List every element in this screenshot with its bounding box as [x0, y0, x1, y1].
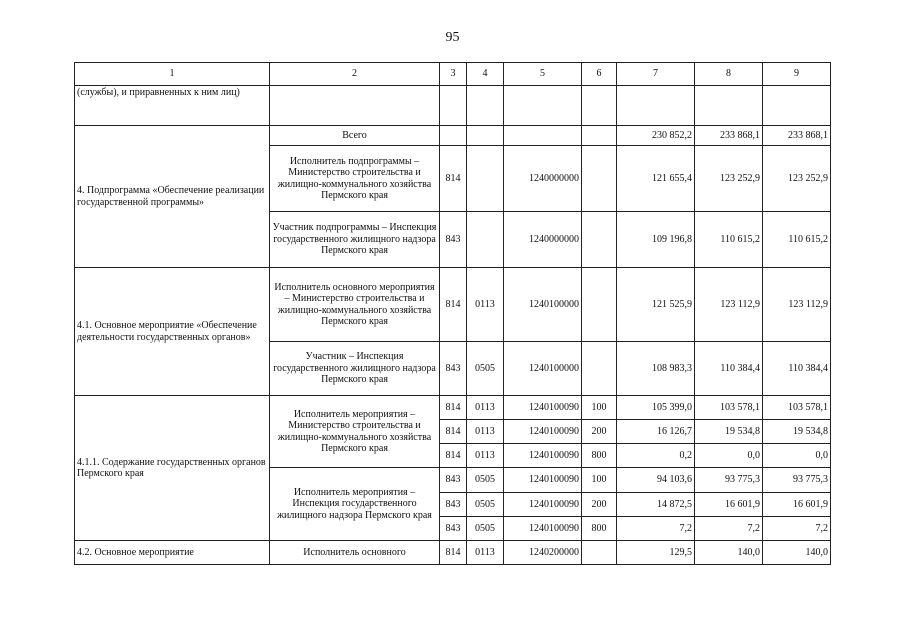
cell: 233 868,1 [695, 126, 763, 146]
cell: 1240100090 [504, 444, 582, 468]
cell: 1240100000 [504, 342, 582, 396]
cell: 109 196,8 [617, 212, 695, 268]
measure-4-2-title: 4.2. Основное мероприятие [75, 541, 270, 565]
cell: 0505 [467, 342, 504, 396]
cell: 1240100090 [504, 396, 582, 420]
cell: 800 [582, 444, 617, 468]
cell [467, 212, 504, 268]
cell: 233 868,1 [763, 126, 831, 146]
cell: 230 852,2 [617, 126, 695, 146]
table-row [75, 86, 831, 126]
cell: 105 399,0 [617, 396, 695, 420]
exec-cell: Исполнитель мероприятия – Инспекция государственного жилищного надзора Пермского края [270, 468, 440, 541]
cell: 121 525,9 [617, 268, 695, 342]
cell [582, 146, 617, 212]
cell [504, 126, 582, 146]
cell: 100 [582, 396, 617, 420]
cell: 0113 [467, 396, 504, 420]
table-row [75, 268, 831, 342]
header-col-2: 2 [270, 63, 440, 86]
header-col-5: 5 [504, 63, 582, 86]
cell: 1240100000 [504, 268, 582, 342]
header-col-3: 3 [440, 63, 467, 86]
cell [582, 212, 617, 268]
measure-4-1-1-title: 4.1.1. Содержание государственных органов Пермского края [75, 396, 270, 541]
cell: 1240100090 [504, 468, 582, 493]
cell: 14 872,5 [617, 493, 695, 517]
cell: 0113 [467, 420, 504, 444]
header-col-8: 8 [695, 63, 763, 86]
cell: 16 126,7 [617, 420, 695, 444]
cell: 0505 [467, 517, 504, 541]
cell: 843 [440, 212, 467, 268]
cell: 1240100090 [504, 420, 582, 444]
cell [582, 268, 617, 342]
exec-cell: Исполнитель основного мероприятия – Министерство строительства и жилищно-коммунального хозяйства Пермского края [270, 268, 440, 342]
cell: 0113 [467, 444, 504, 468]
cell [582, 126, 617, 146]
cell: 121 655,4 [617, 146, 695, 212]
cell: 19 534,8 [695, 420, 763, 444]
cell: 1240100090 [504, 493, 582, 517]
cell: 123 252,9 [763, 146, 831, 212]
exec-cell: Исполнитель основного [270, 541, 440, 565]
cell: 16 601,9 [763, 493, 831, 517]
cell: 110 615,2 [763, 212, 831, 268]
cell: 140,0 [763, 541, 831, 565]
cell: 94 103,6 [617, 468, 695, 493]
cell: 103 578,1 [763, 396, 831, 420]
cell: 123 112,9 [763, 268, 831, 342]
table-row [75, 396, 831, 420]
continued-label: (службы), и приравненных к ним лиц) [75, 86, 270, 126]
header-col-1: 1 [75, 63, 270, 86]
cell: 110 384,4 [695, 342, 763, 396]
cell: 19 534,8 [763, 420, 831, 444]
subprogram-4-title: 4. Подпрограмма «Обеспечение реализации государственной программы» [75, 126, 270, 268]
page-number: 95 [445, 30, 460, 45]
cell: 843 [440, 493, 467, 517]
cell: 100 [582, 468, 617, 493]
table-row [75, 541, 831, 565]
cell: 1240000000 [504, 146, 582, 212]
cell [582, 342, 617, 396]
cell: 843 [440, 468, 467, 493]
exec-cell: Исполнитель мероприятия – Министерство строительства и жилищно-коммунального хозяйства Пермского края [270, 396, 440, 468]
cell: 93 775,3 [695, 468, 763, 493]
cell [582, 541, 617, 565]
cell: 140,0 [695, 541, 763, 565]
cell: 843 [440, 517, 467, 541]
header-col-7: 7 [617, 63, 695, 86]
cell: 814 [440, 268, 467, 342]
cell: 0113 [467, 541, 504, 565]
cell: 1240200000 [504, 541, 582, 565]
cell [467, 126, 504, 146]
cell: 0113 [467, 268, 504, 342]
measure-4-1-title: 4.1. Основное мероприятие «Обеспечение деятельности государственных органов» [75, 268, 270, 396]
cell: 7,2 [763, 517, 831, 541]
header-col-6: 6 [582, 63, 617, 86]
cell: 1240000000 [504, 212, 582, 268]
header-col-9: 9 [763, 63, 831, 86]
cell [467, 146, 504, 212]
cell: 1240100090 [504, 517, 582, 541]
cell: 0,0 [695, 444, 763, 468]
cell: 0,2 [617, 444, 695, 468]
cell: 814 [440, 146, 467, 212]
cell: 200 [582, 420, 617, 444]
cell: 123 252,9 [695, 146, 763, 212]
cell: 0,0 [763, 444, 831, 468]
cell: 0505 [467, 468, 504, 493]
exec-cell: Участник – Инспекция государственного жилищного надзора Пермского края [270, 342, 440, 396]
cell: 7,2 [617, 517, 695, 541]
cell: 93 775,3 [763, 468, 831, 493]
cell: 103 578,1 [695, 396, 763, 420]
budget-table [74, 62, 831, 565]
cell: 200 [582, 493, 617, 517]
header-row [75, 63, 831, 86]
cell: 108 983,3 [617, 342, 695, 396]
cell: 129,5 [617, 541, 695, 565]
cell: 7,2 [695, 517, 763, 541]
cell: 814 [440, 444, 467, 468]
cell: 110 384,4 [763, 342, 831, 396]
cell: 16 601,9 [695, 493, 763, 517]
header-col-4: 4 [467, 63, 504, 86]
cell: 800 [582, 517, 617, 541]
exec-cell: Исполнитель подпрограммы – Министерство строительства и жилищно-коммунального хозяйства Пермского края [270, 146, 440, 212]
cell: 814 [440, 541, 467, 565]
cell: 123 112,9 [695, 268, 763, 342]
cell: 814 [440, 396, 467, 420]
table-row [75, 126, 831, 146]
exec-cell: Всего [270, 126, 440, 146]
cell: 110 615,2 [695, 212, 763, 268]
cell: 814 [440, 420, 467, 444]
cell: 0505 [467, 493, 504, 517]
cell: 843 [440, 342, 467, 396]
cell [440, 126, 467, 146]
exec-cell: Участник подпрограммы – Инспекция государственного жилищного надзора Пермского края [270, 212, 440, 268]
